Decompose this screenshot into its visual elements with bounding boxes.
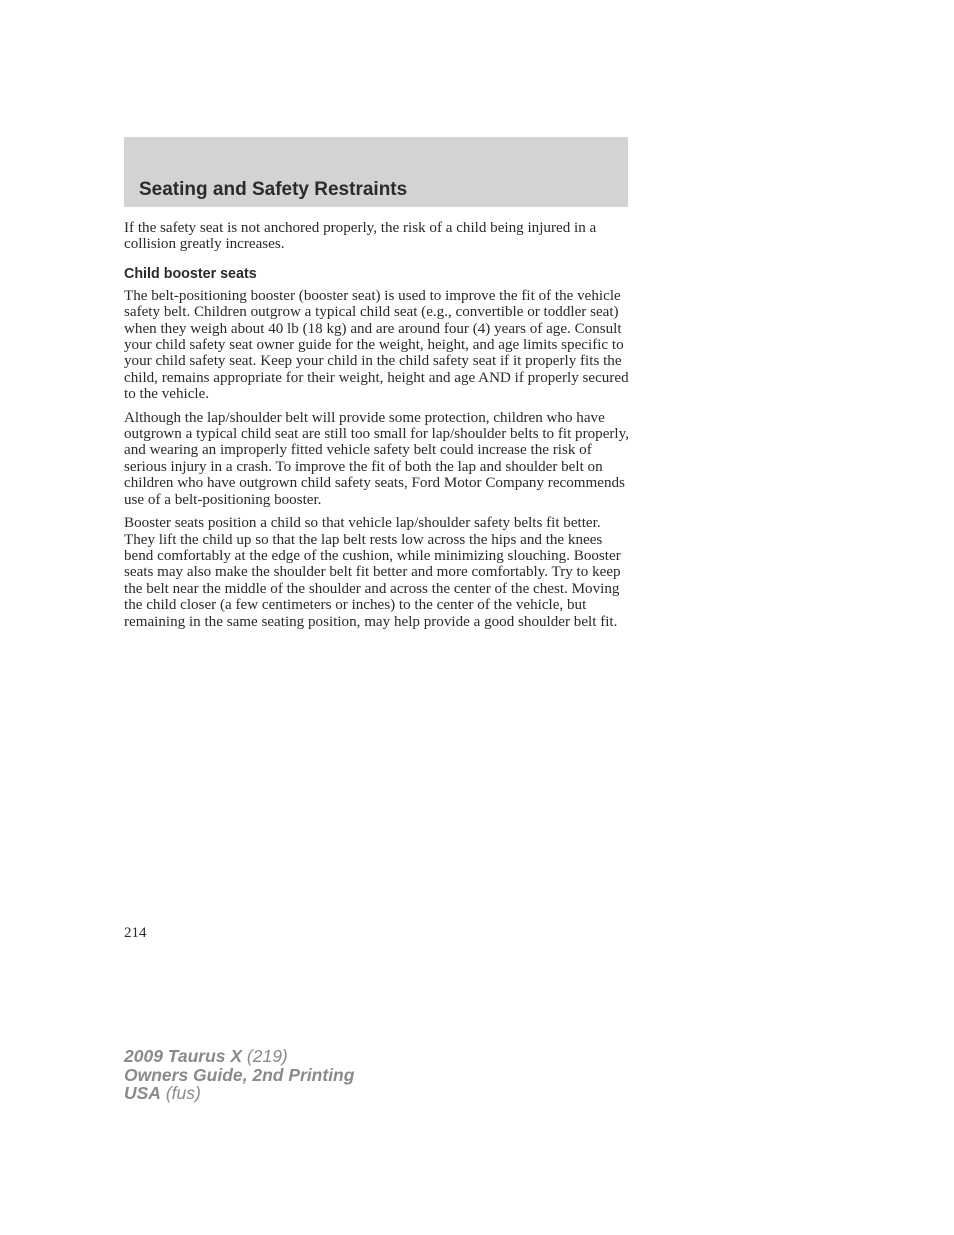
footer-line-edition — [124, 1066, 354, 1085]
footer-model-code: (219) — [246, 1046, 288, 1066]
publication-footer — [124, 1047, 354, 1103]
intro-paragraph: If the safety seat is not anchored properly, the risk of a child being injured in a collision greatly increases. — [124, 220, 597, 253]
section-header-bar — [124, 137, 628, 207]
footer-edition: Owners Guide, 2nd Printing — [124, 1064, 355, 1085]
footer-line-market — [124, 1084, 354, 1103]
page-content — [124, 220, 630, 637]
footer-line-model — [124, 1047, 354, 1066]
section-title: Seating and Safety Restraints — [139, 179, 408, 200]
subsection-heading: Child booster seats — [124, 265, 257, 282]
body-paragraph: Booster seats position a child so that vehicle lap/shoulder safety belts fit better. They lift the child up so that the lap belt rests low across the hips and the knees bend comfortably at the edge of the cushion, while minimizing slouching. Booster seats may also make the shoulder belt fit better and more comfortably. Try to keep the belt near the middle of the shoulder and across the center of the chest. Moving the child closer (a few centimeters or inches) to the center of the vehicle, but remaining in the same seating position, may help provide a good shoulder belt fit. — [124, 515, 621, 630]
footer-model: 2009 Taurus X — [124, 1046, 243, 1066]
page-number: 214 — [124, 925, 147, 941]
body-paragraph: Although the lap/shoulder belt will provide some protection, children who have outgrown a typical child seat are still too small for lap/shoulder belts to fit properly, and wearing an improperly fitted vehicle safety belt could increase the risk of serious injury in a crash. To improve the fit of both the lap and shoulder belt on children who have outgrown child safety seats, Ford Motor Company recommends use of a belt-positioning booster. — [124, 409, 629, 508]
footer-market: USA — [124, 1083, 161, 1103]
body-paragraph: The belt-positioning booster (booster seat) is used to improve the fit of the vehicle safety belt. Children outgrow a typical child seat (e.g., convertible or toddler seat) when they weigh about 40 lb (18 kg) and are around four (4) years of age. Consult your child safety seat owner guide for the weight, height, and age limits specific to your child safety seat. Keep your child in the child safety seat if it properly fits the child, remains appropriate for their weight, height and age AND if properly secured to the vehicle. — [124, 287, 629, 403]
footer-market-code: (fus) — [165, 1083, 201, 1103]
